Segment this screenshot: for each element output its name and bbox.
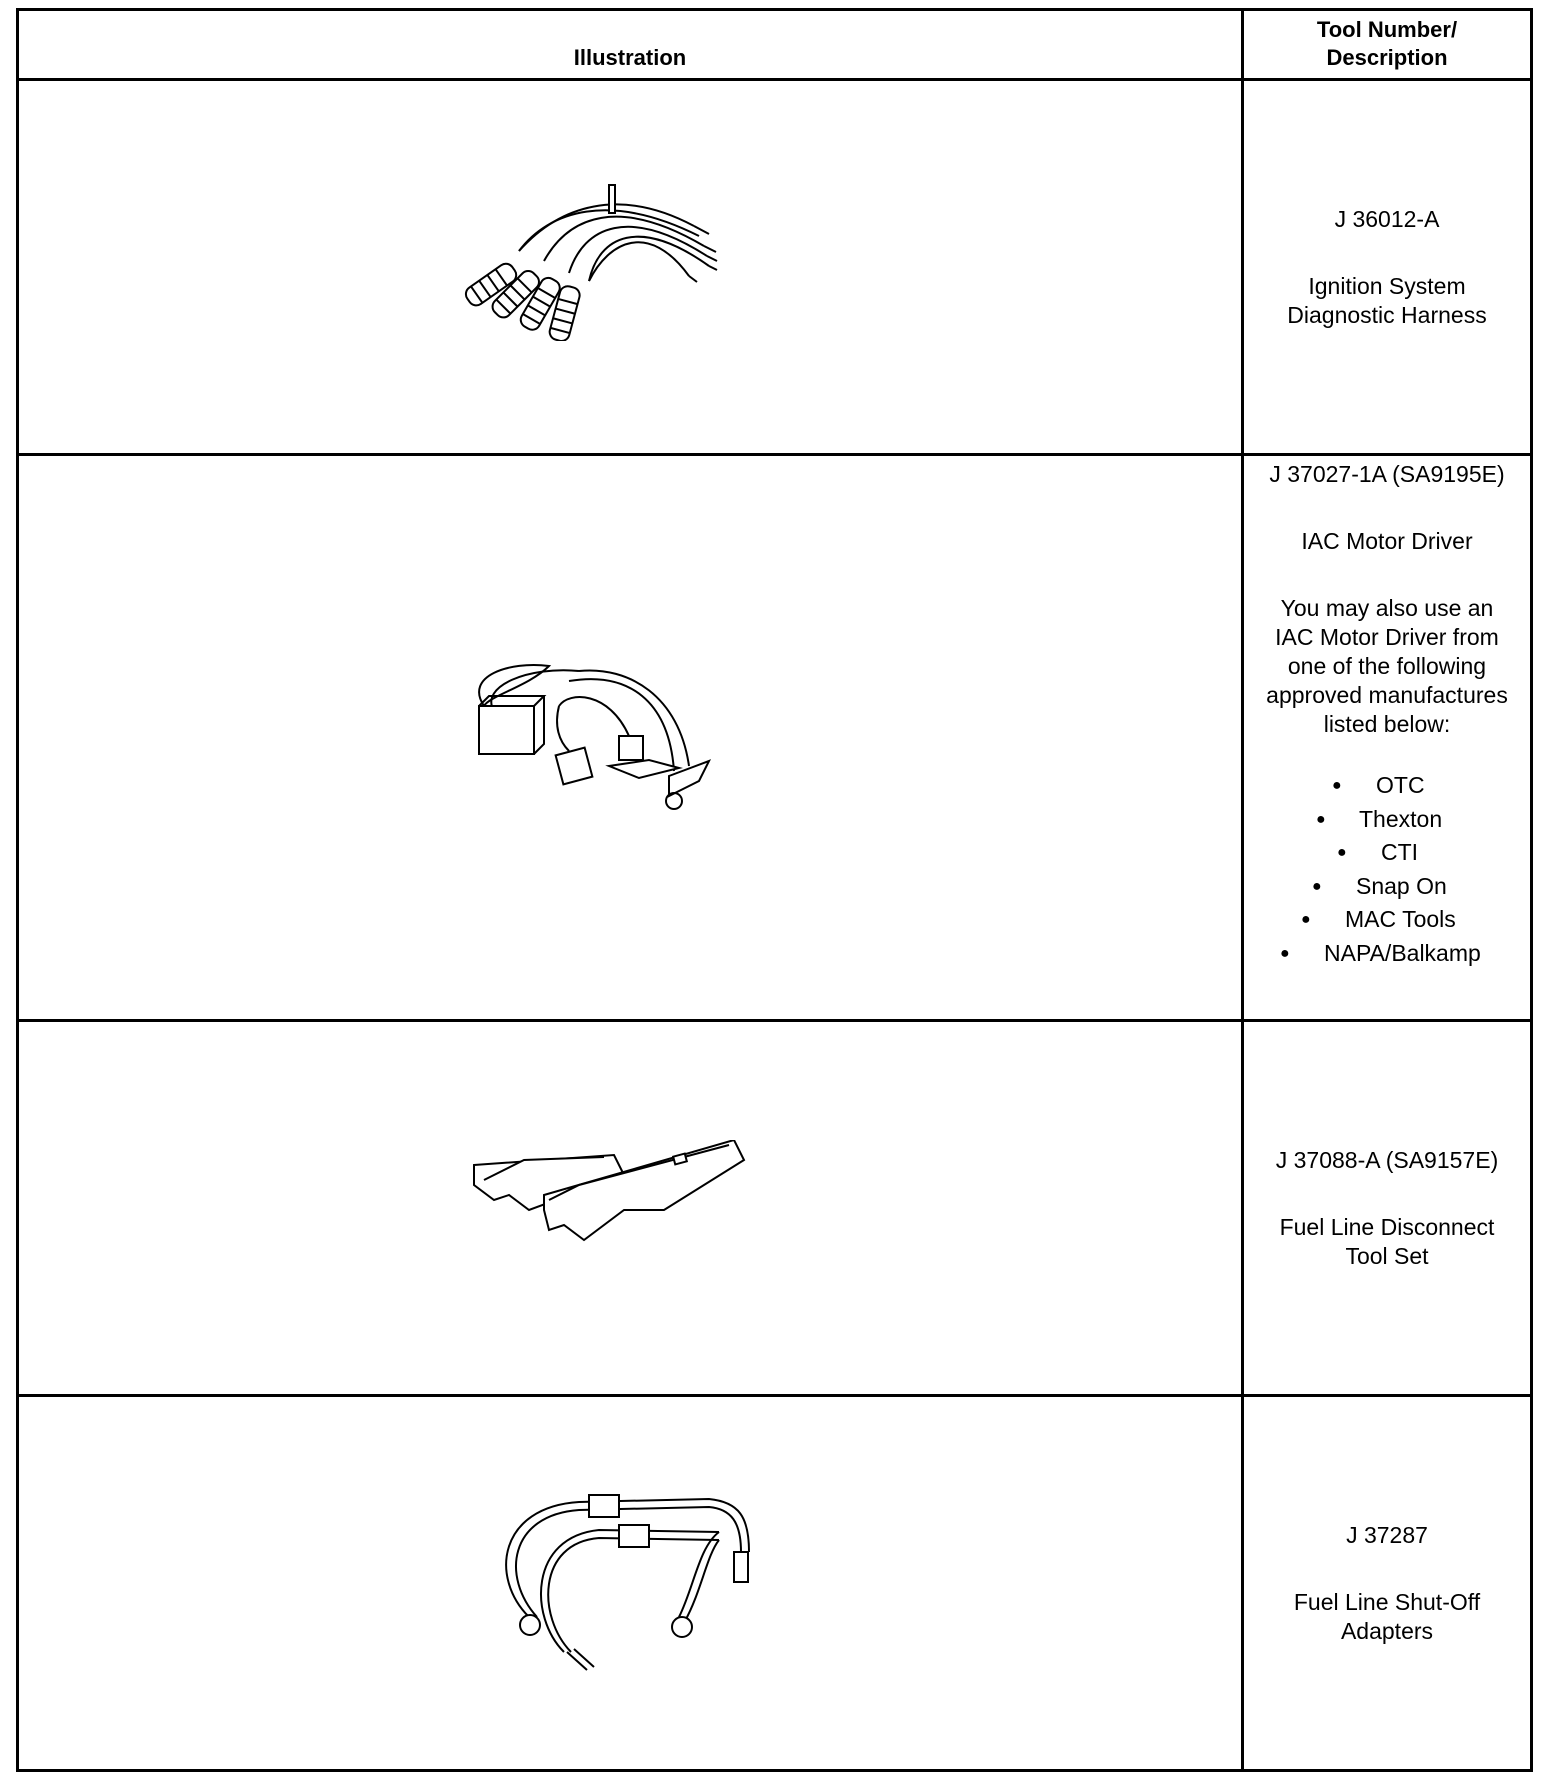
manufacturer-name: CTI <box>1381 839 1419 865</box>
tool-description-line2: Diagnostic Harness <box>1287 301 1487 328</box>
illustration-cell <box>18 80 1243 455</box>
description-cell <box>1243 1021 1532 1396</box>
note-line: listed below: <box>1323 711 1451 737</box>
manufacturer-name: OTC <box>1376 772 1425 798</box>
note-line: approved manufactures <box>1266 682 1508 708</box>
manufacturer-name: MAC Tools <box>1345 906 1456 932</box>
fuel-line-disconnect-icon <box>469 1140 769 1250</box>
tool-number: J 37287 <box>1346 1521 1428 1548</box>
description-cell <box>1243 1396 1532 1771</box>
list-item <box>1244 870 1530 904</box>
bullet-icon: ● <box>1312 877 1322 895</box>
tool-header-line1: Tool Number/ <box>1316 17 1458 42</box>
tool-number: J 37088-A (SA9157E) <box>1275 1146 1499 1173</box>
illustration-cell <box>18 1396 1243 1771</box>
tool-number-header <box>1243 10 1532 80</box>
description-cell <box>1243 455 1532 1021</box>
iac-motor-driver-icon <box>469 656 729 836</box>
list-item <box>1244 803 1530 837</box>
tool-header-line2: Description <box>1326 45 1448 70</box>
tool-description-line1: Ignition System <box>1308 272 1466 299</box>
note-line: IAC Motor Driver from <box>1275 624 1499 650</box>
bullet-icon: ● <box>1280 944 1290 962</box>
note-line: You may also use an <box>1280 595 1494 621</box>
tool-number: J 37027-1A (SA9195E) <box>1269 461 1505 487</box>
header-row <box>18 10 1532 80</box>
tool-description-line1: Fuel Line Disconnect <box>1279 1213 1495 1240</box>
description-cell <box>1243 80 1532 455</box>
ignition-harness-icon <box>459 181 719 341</box>
tool-description-line2: Adapters <box>1340 1617 1434 1644</box>
manufacturer-name: Thexton <box>1359 805 1443 832</box>
bullet-icon: ● <box>1332 777 1342 794</box>
manufacturer-name: NAPA/Balkamp <box>1324 939 1481 966</box>
list-item <box>1244 903 1530 937</box>
tool-row <box>18 80 1532 455</box>
manufacturer-name: Snap On <box>1356 872 1447 899</box>
tool-row <box>18 1396 1532 1771</box>
tool-row <box>18 1021 1532 1396</box>
list-item <box>1244 937 1530 971</box>
fuel-line-shutoff-icon <box>479 1477 779 1677</box>
illustration-header <box>18 10 1243 80</box>
illustration-cell <box>18 1021 1243 1396</box>
tool-row <box>18 455 1532 1021</box>
tool-description-line1: Fuel Line Shut-Off <box>1293 1588 1481 1615</box>
bullet-icon: ● <box>1316 810 1326 828</box>
illustration-cell <box>18 455 1243 1021</box>
list-item <box>1244 769 1530 803</box>
list-item <box>1244 836 1530 870</box>
tool-description-line2: Tool Set <box>1345 1242 1429 1269</box>
bullet-icon: ● <box>1337 844 1347 861</box>
manufacturer-list <box>1244 769 1530 970</box>
tool-number: J 36012-A <box>1334 205 1440 232</box>
note-line: one of the following <box>1287 653 1487 679</box>
special-tools-table <box>16 8 1533 1772</box>
bullet-icon: ● <box>1301 911 1311 928</box>
tool-description-line1: IAC Motor Driver <box>1301 528 1473 554</box>
illustration-header-label: Illustration <box>573 45 687 70</box>
